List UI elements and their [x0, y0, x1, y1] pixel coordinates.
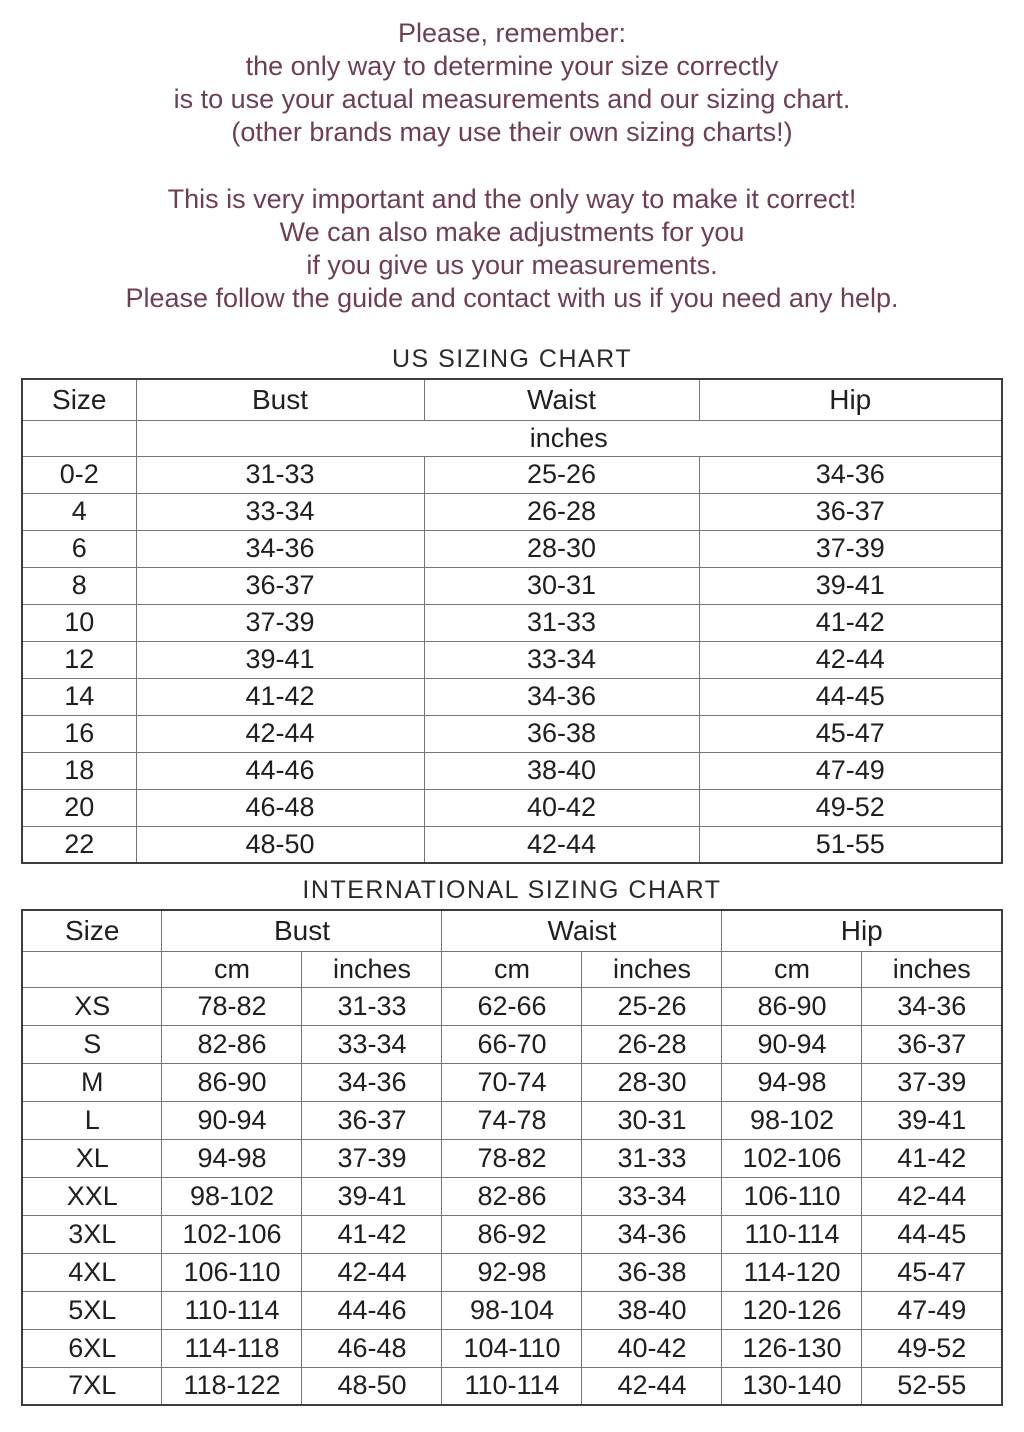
intro-line: the only way to determine your size correctly: [245, 51, 779, 81]
intl-cell-waist-inches: 34-36: [582, 1215, 722, 1253]
us-table-row: [22, 530, 1002, 567]
intl-cell-hip-inches: 34-36: [862, 987, 1002, 1025]
intl-cell-waist-inches: 42-44: [582, 1367, 722, 1405]
us-cell-waist: 28-30: [424, 530, 699, 567]
intl-cell-hip-inches: 44-45: [862, 1215, 1002, 1253]
us-cell-bust: 37-39: [136, 604, 424, 641]
us-table-row: [22, 567, 1002, 604]
intl-cell-size: S: [22, 1025, 162, 1063]
intl-table-row: [22, 1025, 1002, 1063]
intl-col-waist: Waist: [442, 910, 722, 951]
us-cell-size: 8: [22, 567, 136, 604]
intl-cell-waist-cm: 110-114: [442, 1367, 582, 1405]
intl-cell-hip-inches: 49-52: [862, 1329, 1002, 1367]
intl-cell-size: L: [22, 1101, 162, 1139]
intl-cell-bust-inches: 39-41: [302, 1177, 442, 1215]
us-col-waist: Waist: [424, 379, 699, 420]
intro-line: We can also make adjustments for you: [279, 217, 745, 247]
us-cell-size: 0-2: [22, 456, 136, 493]
intl-cell-hip-inches: 37-39: [862, 1063, 1002, 1101]
intl-cell-bust-cm: 118-122: [162, 1367, 302, 1405]
us-cell-waist: 38-40: [424, 752, 699, 789]
intl-table-header-row: [22, 910, 1002, 951]
intl-cell-waist-cm: 74-78: [442, 1101, 582, 1139]
us-cell-size: 20: [22, 789, 136, 826]
us-table-row: [22, 715, 1002, 752]
intl-cell-waist-inches: 26-28: [582, 1025, 722, 1063]
us-cell-size: 16: [22, 715, 136, 752]
us-cell-waist: 31-33: [424, 604, 699, 641]
intl-cell-hip-inches: 42-44: [862, 1177, 1002, 1215]
us-table-row: [22, 789, 1002, 826]
intl-unit-hip-cm: cm: [722, 951, 862, 987]
intl-unit-empty-cell: [22, 951, 162, 987]
intl-cell-bust-inches: 36-37: [302, 1101, 442, 1139]
intl-cell-hip-cm: 120-126: [722, 1291, 862, 1329]
intl-table-row: [22, 1329, 1002, 1367]
intl-table-row: [22, 1101, 1002, 1139]
intl-cell-hip-cm: 110-114: [722, 1215, 862, 1253]
intl-table-unit-row: [22, 951, 1002, 987]
intl-table-row: [22, 1367, 1002, 1405]
us-table-body: [22, 456, 1002, 863]
us-col-bust: Bust: [136, 379, 424, 420]
intl-cell-bust-cm: 90-94: [162, 1101, 302, 1139]
intl-cell-waist-cm: 92-98: [442, 1253, 582, 1291]
intl-cell-waist-inches: 25-26: [582, 987, 722, 1025]
us-cell-hip: 36-37: [699, 493, 1002, 530]
us-table-row: [22, 493, 1002, 530]
intl-cell-waist-cm: 78-82: [442, 1139, 582, 1177]
us-cell-hip: 45-47: [699, 715, 1002, 752]
us-cell-hip: 51-55: [699, 826, 1002, 863]
intro-line: is to use your actual measurements and our sizing chart.: [173, 84, 851, 114]
intl-cell-bust-cm: 114-118: [162, 1329, 302, 1367]
intl-cell-size: 3XL: [22, 1215, 162, 1253]
intl-cell-hip-inches: 36-37: [862, 1025, 1002, 1063]
us-cell-bust: 36-37: [136, 567, 424, 604]
intl-cell-bust-cm: 98-102: [162, 1177, 302, 1215]
us-table-row: [22, 641, 1002, 678]
intro-line: Please, remember:: [397, 18, 627, 48]
intl-cell-hip-cm: 102-106: [722, 1139, 862, 1177]
us-cell-size: 22: [22, 826, 136, 863]
us-cell-hip: 44-45: [699, 678, 1002, 715]
intl-col-hip: Hip: [722, 910, 1002, 951]
us-table-row: [22, 752, 1002, 789]
intl-table-row: [22, 1215, 1002, 1253]
intl-cell-bust-inches: 46-48: [302, 1329, 442, 1367]
us-cell-bust: 46-48: [136, 789, 424, 826]
us-cell-size: 18: [22, 752, 136, 789]
intl-cell-hip-inches: 39-41: [862, 1101, 1002, 1139]
intro-text-block: [0, 0, 1024, 315]
intl-unit-hip-inches: inches: [862, 951, 1002, 987]
us-cell-bust: 42-44: [136, 715, 424, 752]
us-cell-waist: 33-34: [424, 641, 699, 678]
intl-chart-title: INTERNATIONAL SIZING CHART: [302, 876, 722, 904]
intl-cell-waist-inches: 33-34: [582, 1177, 722, 1215]
us-table-header-row: [22, 379, 1002, 420]
intl-cell-bust-inches: 34-36: [302, 1063, 442, 1101]
intl-table-row: [22, 987, 1002, 1025]
intl-cell-waist-inches: 40-42: [582, 1329, 722, 1367]
intl-cell-bust-cm: 110-114: [162, 1291, 302, 1329]
intl-table-row: [22, 1177, 1002, 1215]
us-cell-size: 12: [22, 641, 136, 678]
us-cell-waist: 40-42: [424, 789, 699, 826]
intl-cell-bust-cm: 78-82: [162, 987, 302, 1025]
intl-cell-bust-cm: 94-98: [162, 1139, 302, 1177]
us-col-hip: Hip: [699, 379, 1002, 420]
intl-cell-hip-cm: 126-130: [722, 1329, 862, 1367]
intl-cell-hip-cm: 90-94: [722, 1025, 862, 1063]
intro-line: if you give us your measurements.: [306, 250, 718, 280]
intl-col-size: Size: [22, 910, 162, 951]
intl-cell-waist-cm: 82-86: [442, 1177, 582, 1215]
us-cell-waist: 36-38: [424, 715, 699, 752]
us-unit-empty-cell: [22, 420, 136, 456]
intl-unit-bust-inches: inches: [302, 951, 442, 987]
intl-cell-bust-inches: 42-44: [302, 1253, 442, 1291]
intl-table-row: [22, 1253, 1002, 1291]
us-table-row: [22, 456, 1002, 493]
intl-cell-hip-cm: 130-140: [722, 1367, 862, 1405]
intl-cell-bust-cm: 102-106: [162, 1215, 302, 1253]
intl-cell-bust-cm: 82-86: [162, 1025, 302, 1063]
intl-table-body: [22, 987, 1002, 1405]
intl-cell-size: 5XL: [22, 1291, 162, 1329]
us-col-size: Size: [22, 379, 136, 420]
intl-unit-bust-cm: cm: [162, 951, 302, 987]
intl-cell-bust-cm: 86-90: [162, 1063, 302, 1101]
us-cell-size: 10: [22, 604, 136, 641]
intl-cell-size: XXL: [22, 1177, 162, 1215]
intro-line: This is very important and the only way to make it correct!: [167, 184, 857, 214]
us-cell-size: 14: [22, 678, 136, 715]
intl-cell-waist-cm: 104-110: [442, 1329, 582, 1367]
intl-cell-size: M: [22, 1063, 162, 1101]
intl-sizing-table: [21, 909, 1003, 1406]
intl-cell-waist-inches: 38-40: [582, 1291, 722, 1329]
intl-cell-bust-inches: 44-46: [302, 1291, 442, 1329]
us-cell-bust: 34-36: [136, 530, 424, 567]
intl-cell-hip-cm: 86-90: [722, 987, 862, 1025]
intl-cell-hip-cm: 94-98: [722, 1063, 862, 1101]
intl-table-row: [22, 1291, 1002, 1329]
us-cell-hip: 49-52: [699, 789, 1002, 826]
us-cell-bust: 39-41: [136, 641, 424, 678]
us-cell-hip: 39-41: [699, 567, 1002, 604]
intl-cell-waist-cm: 70-74: [442, 1063, 582, 1101]
intro-line: Please follow the guide and contact with us if you need any help.: [125, 283, 899, 313]
us-cell-hip: 34-36: [699, 456, 1002, 493]
intl-cell-bust-inches: 31-33: [302, 987, 442, 1025]
intl-col-bust: Bust: [162, 910, 442, 951]
intl-cell-hip-inches: 41-42: [862, 1139, 1002, 1177]
intl-cell-hip-inches: 52-55: [862, 1367, 1002, 1405]
us-table-row: [22, 826, 1002, 863]
intl-unit-waist-cm: cm: [442, 951, 582, 987]
intl-cell-size: 4XL: [22, 1253, 162, 1291]
intl-cell-bust-inches: 33-34: [302, 1025, 442, 1063]
intl-cell-bust-inches: 41-42: [302, 1215, 442, 1253]
intl-cell-bust-cm: 106-110: [162, 1253, 302, 1291]
intl-cell-size: XS: [22, 987, 162, 1025]
intl-cell-size: 6XL: [22, 1329, 162, 1367]
us-cell-hip: 41-42: [699, 604, 1002, 641]
intl-cell-waist-cm: 66-70: [442, 1025, 582, 1063]
intl-unit-waist-inches: inches: [582, 951, 722, 987]
intl-cell-hip-inches: 45-47: [862, 1253, 1002, 1291]
us-sizing-table: [21, 378, 1003, 864]
intl-cell-waist-cm: 86-92: [442, 1215, 582, 1253]
us-table-row: [22, 604, 1002, 641]
us-cell-hip: 42-44: [699, 641, 1002, 678]
intro-gap: [0, 149, 1024, 183]
intl-cell-bust-inches: 48-50: [302, 1367, 442, 1405]
us-cell-hip: 47-49: [699, 752, 1002, 789]
us-cell-waist: 34-36: [424, 678, 699, 715]
intl-cell-size: XL: [22, 1139, 162, 1177]
us-cell-bust: 31-33: [136, 456, 424, 493]
us-table-unit-row: [22, 420, 1002, 456]
intl-cell-waist-inches: 30-31: [582, 1101, 722, 1139]
us-cell-waist: 26-28: [424, 493, 699, 530]
intl-cell-size: 7XL: [22, 1367, 162, 1405]
intl-table-row: [22, 1063, 1002, 1101]
us-cell-hip: 37-39: [699, 530, 1002, 567]
us-chart-title: US SIZING CHART: [391, 345, 633, 373]
us-cell-bust: 44-46: [136, 752, 424, 789]
us-cell-size: 4: [22, 493, 136, 530]
intro-line: (other brands may use their own sizing charts!): [231, 117, 793, 147]
intl-cell-waist-inches: 28-30: [582, 1063, 722, 1101]
us-cell-bust: 48-50: [136, 826, 424, 863]
intl-table-row: [22, 1139, 1002, 1177]
us-cell-size: 6: [22, 530, 136, 567]
us-cell-waist: 30-31: [424, 567, 699, 604]
us-cell-bust: 41-42: [136, 678, 424, 715]
us-unit-label: inches: [136, 420, 1002, 456]
us-cell-waist: 25-26: [424, 456, 699, 493]
us-table-row: [22, 678, 1002, 715]
intl-cell-waist-inches: 31-33: [582, 1139, 722, 1177]
intl-cell-waist-cm: 62-66: [442, 987, 582, 1025]
intl-cell-hip-cm: 106-110: [722, 1177, 862, 1215]
intl-cell-hip-inches: 47-49: [862, 1291, 1002, 1329]
intl-cell-hip-cm: 114-120: [722, 1253, 862, 1291]
intl-cell-hip-cm: 98-102: [722, 1101, 862, 1139]
intl-cell-waist-cm: 98-104: [442, 1291, 582, 1329]
us-cell-bust: 33-34: [136, 493, 424, 530]
intl-cell-waist-inches: 36-38: [582, 1253, 722, 1291]
us-cell-waist: 42-44: [424, 826, 699, 863]
intl-cell-bust-inches: 37-39: [302, 1139, 442, 1177]
